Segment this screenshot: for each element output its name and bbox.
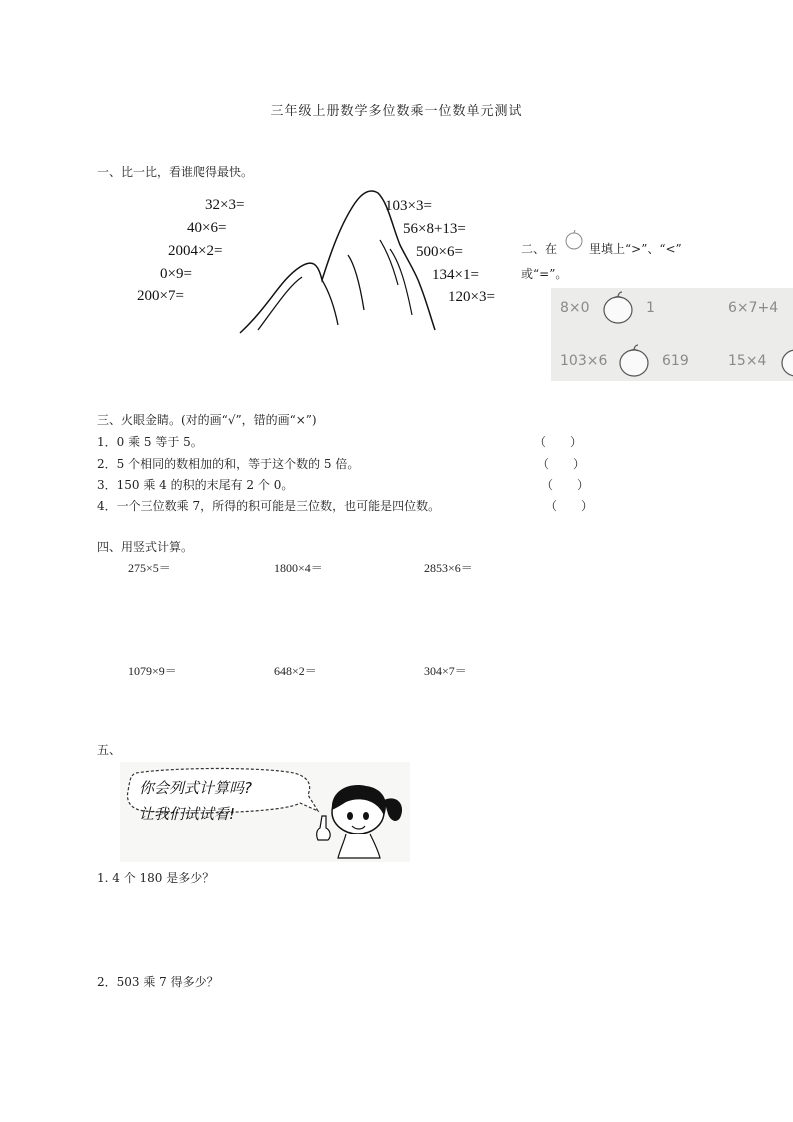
cmp-row1-right-expr: 6×7+4: [728, 300, 779, 316]
judge-item-2: 2．5 个相同的数相加的和，等于这个数的 5 倍。: [97, 457, 360, 471]
apple-blank-icon[interactable]: [600, 290, 636, 326]
answer-paren-3[interactable]: （ ）: [541, 478, 590, 492]
speech-bubble: [124, 765, 324, 835]
left-expr-5: 200×7=: [137, 288, 184, 304]
judge-item-1: 1．0 乘 5 等于 5。: [97, 435, 203, 449]
section1-heading: 一、比一比，看谁爬得最快。: [97, 165, 254, 179]
apple-blank-icon[interactable]: [616, 343, 652, 379]
left-expr-4: 0×9=: [160, 266, 192, 282]
word-problem-1: 1. 4 个 180 是多少？: [97, 871, 215, 885]
bubble-line-1: 你会列式计算吗?: [139, 779, 252, 797]
right-expr-1: 103×3=: [385, 198, 432, 214]
calc-item: 1079×9＝: [128, 664, 177, 678]
calc-item: 1800×4＝: [274, 561, 323, 575]
apple-blank-icon-partial: [778, 343, 793, 379]
right-expr-5: 120×3=: [448, 289, 495, 305]
section4-heading: 四、用竖式计算。: [97, 540, 194, 554]
calc-item: 2853×6＝: [424, 561, 473, 575]
right-expr-4: 134×1=: [432, 267, 479, 283]
calc-item: 275×5＝: [128, 561, 171, 575]
section5-heading: 五、: [97, 743, 122, 757]
cmp-row1-left: 8×0: [560, 300, 590, 316]
calc-item: 648×2＝: [274, 664, 317, 678]
calc-item: 304×7＝: [424, 664, 467, 678]
section2-heading-prefix: 二、在: [521, 242, 558, 256]
judge-item-3: 3．150 乘 4 的积的末尾有 2 个 0。: [97, 478, 294, 492]
left-expr-3: 2004×2=: [168, 243, 223, 259]
right-expr-3: 500×6=: [416, 244, 463, 260]
right-expr-2: 56×8+13=: [403, 221, 466, 237]
section2-heading-suffix: 里填上“>”、“<”: [589, 242, 682, 256]
page-title: 三年级上册数学多位数乘一位数单元测试: [270, 104, 523, 119]
left-expr-1: 32×3=: [205, 197, 245, 213]
section2-heading-line2: 或“=”。: [521, 267, 568, 281]
bubble-line-2: 让我们试试看!: [139, 805, 236, 823]
answer-paren-2[interactable]: （ ）: [537, 457, 586, 471]
cmp-row1-right-value: 1: [646, 300, 655, 316]
girl-cartoon: [310, 780, 410, 860]
answer-paren-4[interactable]: （ ）: [545, 499, 594, 513]
judge-item-4: 4．一个三位数乘 7，所得的积可能是三位数，也可能是四位数。: [97, 499, 441, 513]
section3-heading: 三、火眼金睛。(对的画“√”，错的画“×”): [97, 413, 317, 427]
cmp-row2-left: 103×6: [560, 353, 608, 369]
cmp-row2-right-expr: 15×4: [728, 353, 767, 369]
word-problem-2: 2．503 乘 7 得多少？: [97, 975, 219, 989]
cmp-row2-right-value: 619: [662, 353, 689, 369]
apple-circle-icon: [563, 228, 585, 250]
left-expr-2: 40×6=: [187, 220, 227, 236]
answer-paren-1[interactable]: （ ）: [534, 435, 583, 449]
